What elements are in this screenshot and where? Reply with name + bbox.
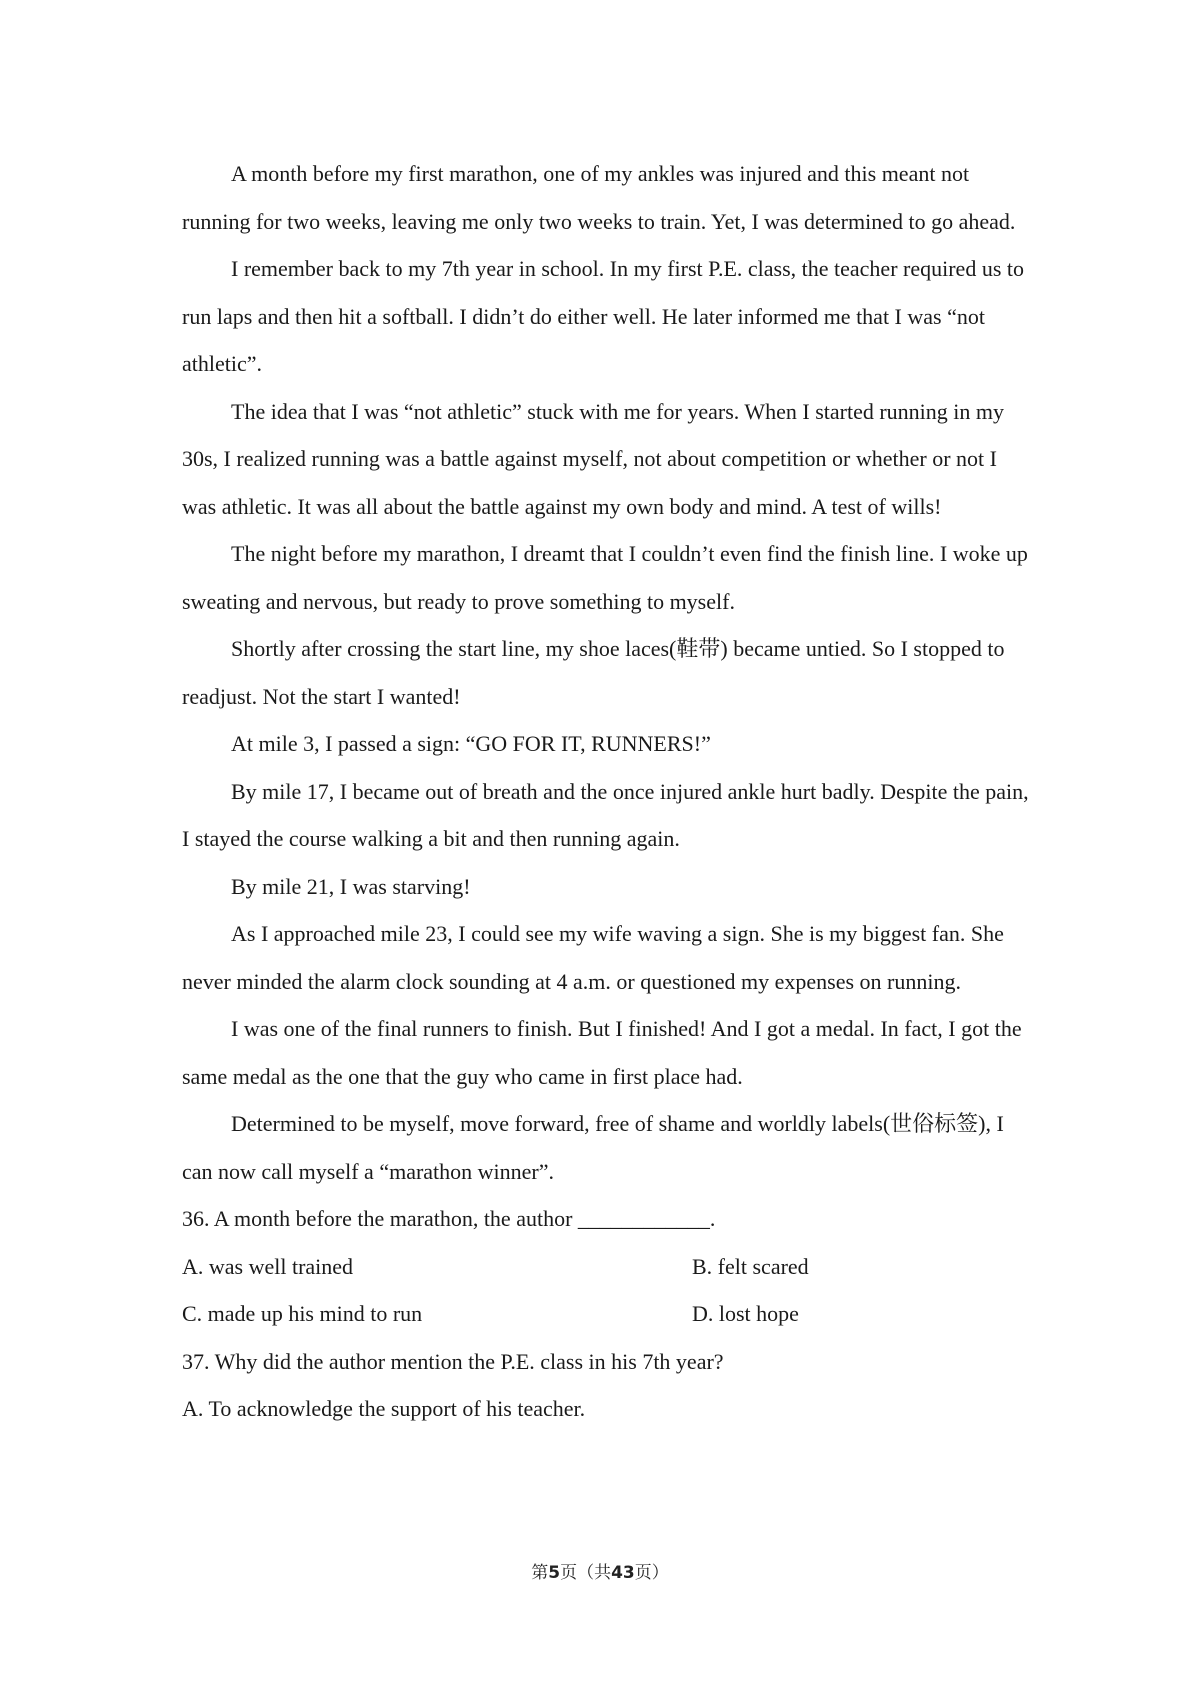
footer-middle: 页（共 bbox=[560, 1563, 612, 1583]
paragraph-7: By mile 17, I became out of breath and the once injured ankle hurt badly. Despite the pain, I stayed the course walking a bit and then running again. bbox=[182, 778, 1029, 851]
question-36-options-row-1 bbox=[182, 1243, 1032, 1291]
footer-prefix: 第 bbox=[531, 1563, 549, 1583]
paragraph-2: I remember back to my 7th year in school. In my first P.E. class, the teacher required us to run laps and then hit a softball. I didn’t do either well. He later informed me that I was “not athletic”. bbox=[182, 256, 1024, 376]
paragraph-4: The night before my marathon, I dreamt that I couldn’t even find the finish line. I woke up sweating and nervous, but ready to prove something to myself. bbox=[182, 541, 1028, 614]
question-36-option-c: C. made up his mind to run bbox=[182, 1301, 423, 1326]
paragraph-10: I was one of the final runners to finish. But I finished! And I got a medal. In fact, I got the same medal as the one that the guy who came in first place had. bbox=[182, 1016, 1022, 1089]
paragraph-3: The idea that I was “not athletic” stuck with me for years. When I started running in my 30s, I realized running was a battle against myself, not about competition or whether or not I was athletic. It was all about the battle against my own body and mind. A test of wills! bbox=[182, 398, 1005, 519]
question-36-stem: 36. A month before the marathon, the author ____________. bbox=[182, 1206, 716, 1231]
paragraph-1: A month before my first marathon, one of my ankles was injured and this meant not running for two weeks, leaving me only two weeks to train. Yet, I was determined to go ahead. bbox=[182, 161, 1016, 234]
paragraph-5: Shortly after crossing the start line, my shoe laces(鞋带) became untied. So I stopped to readjust. Not the start I wanted! bbox=[182, 636, 1005, 709]
paragraph-8: By mile 21, I was starving! bbox=[231, 873, 471, 899]
footer-page-number: 5 bbox=[548, 1563, 561, 1583]
question-36-options-row-2 bbox=[182, 1290, 1032, 1338]
reading-passage bbox=[182, 150, 1032, 1433]
footer-suffix: 页） bbox=[634, 1563, 669, 1583]
paragraph-9: As I approached mile 23, I could see my wife waving a sign. She is my biggest fan. She never minded the alarm clock sounding at 4 a.m. or questioned my expenses on running. bbox=[182, 921, 1004, 994]
question-37-option-a: A. To acknowledge the support of his teacher. bbox=[182, 1396, 586, 1421]
footer-total-pages: 43 bbox=[611, 1563, 635, 1583]
question-36-option-b: B. felt scared bbox=[692, 1253, 809, 1279]
page-footer bbox=[0, 1558, 1200, 1583]
question-36-option-d: D. lost hope bbox=[692, 1301, 799, 1326]
paragraph-11: Determined to be myself, move forward, free of shame and worldly labels(世俗标签), I can now call myself a “marathon winner”. bbox=[182, 1111, 1004, 1184]
question-36-option-a: A. was well trained bbox=[182, 1253, 354, 1279]
question-37-stem: 37. Why did the author mention the P.E. class in his 7th year? bbox=[182, 1348, 724, 1374]
paragraph-6: At mile 3, I passed a sign: “GO FOR IT, RUNNERS!” bbox=[231, 731, 711, 756]
